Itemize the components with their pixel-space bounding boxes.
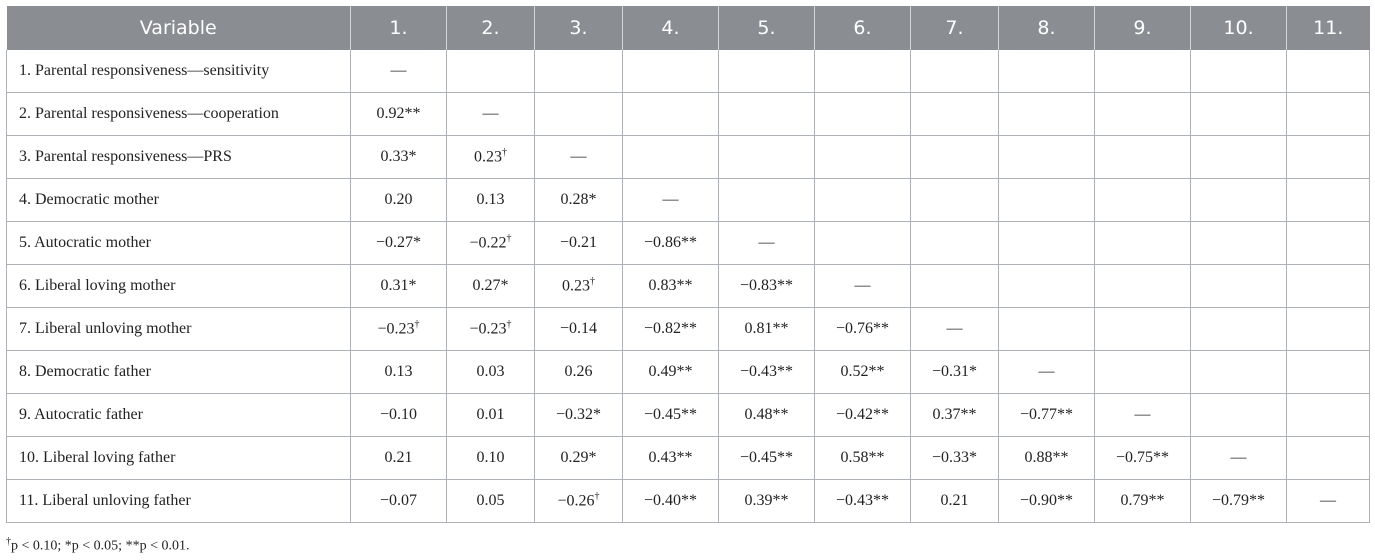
column-header-2: 2. [447,6,535,50]
column-header-5: 5. [719,6,815,50]
table-cell [911,136,999,179]
table-cell [815,222,911,265]
table-cell [623,136,719,179]
table-row [7,351,1370,394]
table-cell [1095,308,1191,351]
table-cell: −0.22† [447,222,535,265]
table-cell [999,50,1095,93]
table-cell: 0.10 [447,437,535,480]
table-cell: — [1287,480,1370,523]
table-cell [1191,265,1287,308]
table-cell: −0.32* [535,394,623,437]
column-header-8: 8. [999,6,1095,50]
table-cell [1191,136,1287,179]
table-cell: — [1095,394,1191,437]
table-cell: −0.77** [999,394,1095,437]
table-cell [911,179,999,222]
table-cell: 0.05 [447,480,535,523]
table-cell [1095,93,1191,136]
table-cell [1191,394,1287,437]
table-cell: 0.23† [535,265,623,308]
table-cell [999,179,1095,222]
table-cell [999,308,1095,351]
table-row [7,437,1370,480]
table-cell [1095,136,1191,179]
table-cell [1191,93,1287,136]
table-cell: 0.92** [351,93,447,136]
table-cell: −0.75** [1095,437,1191,480]
table-cell: 0.26 [535,351,623,394]
table-cell [1287,179,1370,222]
table-cell: 0.81** [719,308,815,351]
table-row [7,265,1370,308]
table-cell: −0.45** [719,437,815,480]
table-cell: −0.82** [623,308,719,351]
dagger-mark: † [6,536,11,547]
table-cell [1095,222,1191,265]
table-cell [1287,351,1370,394]
row-label: 4. Democratic mother [7,179,351,222]
table-cell: — [351,50,447,93]
table-cell: 0.31* [351,265,447,308]
column-header-4: 4. [623,6,719,50]
table-row [7,179,1370,222]
table-cell: 0.49** [623,351,719,394]
header-row [7,6,1370,50]
column-header-6: 6. [815,6,911,50]
table-cell: −0.40** [623,480,719,523]
table-cell: −0.23† [447,308,535,351]
table-cell [911,222,999,265]
table-cell: — [447,93,535,136]
table-cell [1287,394,1370,437]
row-label: 2. Parental responsiveness—cooperation [7,93,351,136]
table-cell: 0.39** [719,480,815,523]
table-cell [911,50,999,93]
table-cell: −0.79** [1191,480,1287,523]
table-cell [999,265,1095,308]
table-cell: −0.14 [535,308,623,351]
table-cell: 0.43** [623,437,719,480]
row-label: 8. Democratic father [7,351,351,394]
table-cell [535,93,623,136]
table-cell: 0.21 [351,437,447,480]
table-cell: 0.03 [447,351,535,394]
table-cell [999,136,1095,179]
table-cell: — [1191,437,1287,480]
table-cell [815,179,911,222]
table-cell [815,50,911,93]
column-header-1: 1. [351,6,447,50]
column-header-3: 3. [535,6,623,50]
column-header-9: 9. [1095,6,1191,50]
table-cell: −0.10 [351,394,447,437]
table-row [7,394,1370,437]
table-cell: — [719,222,815,265]
table-cell: 0.01 [447,394,535,437]
table-cell: −0.83** [719,265,815,308]
table-cell: 0.52** [815,351,911,394]
footnote-text: p < 0.10; *p < 0.05; **p < 0.01. [11,538,190,554]
table-cell: −0.21 [535,222,623,265]
footnote [6,536,189,555]
table-cell [815,136,911,179]
table-cell [1191,308,1287,351]
table-cell: −0.07 [351,480,447,523]
table-cell: 0.88** [999,437,1095,480]
table-cell [999,222,1095,265]
table-cell: 0.28* [535,179,623,222]
table-cell: — [815,265,911,308]
table-cell: −0.33* [911,437,999,480]
table-cell: −0.86** [623,222,719,265]
row-label: 10. Liberal loving father [7,437,351,480]
table-cell: 0.33* [351,136,447,179]
table-cell [1191,50,1287,93]
table-cell [1191,179,1287,222]
correlation-table [6,6,1370,523]
row-label: 9. Autocratic father [7,394,351,437]
table-cell [1095,179,1191,222]
table-cell [1287,308,1370,351]
table-cell: — [911,308,999,351]
table-cell [1287,136,1370,179]
table-cell [623,50,719,93]
table-cell: −0.26† [535,480,623,523]
table-row [7,222,1370,265]
table-cell [999,93,1095,136]
table-row [7,308,1370,351]
table-cell: −0.42** [815,394,911,437]
table-cell [1287,93,1370,136]
table-cell: 0.27* [447,265,535,308]
table-cell [535,50,623,93]
table-cell: 0.13 [351,351,447,394]
table-cell: — [999,351,1095,394]
table-cell: 0.29* [535,437,623,480]
table-cell: 0.83** [623,265,719,308]
table-row [7,136,1370,179]
table-cell [447,50,535,93]
table-row [7,480,1370,523]
row-label: 1. Parental responsiveness—sensitivity [7,50,351,93]
table-cell [719,93,815,136]
table-cell [1287,222,1370,265]
table-cell: 0.58** [815,437,911,480]
table-cell [1095,265,1191,308]
row-label: 5. Autocratic mother [7,222,351,265]
row-label: 6. Liberal loving mother [7,265,351,308]
table-cell: 0.48** [719,394,815,437]
row-label: 11. Liberal unloving father [7,480,351,523]
table-row [7,50,1370,93]
row-label: 7. Liberal unloving mother [7,308,351,351]
table-cell: −0.27* [351,222,447,265]
table-cell [1191,222,1287,265]
table-cell: −0.45** [623,394,719,437]
table-cell: −0.90** [999,480,1095,523]
table-cell [1191,351,1287,394]
column-header-variable: Variable [7,6,351,50]
table-cell: 0.79** [1095,480,1191,523]
table-cell: 0.20 [351,179,447,222]
table-cell [911,93,999,136]
table-cell: −0.31* [911,351,999,394]
table-cell: −0.43** [719,351,815,394]
table-cell [815,93,911,136]
table-cell [623,93,719,136]
table-cell [1287,437,1370,480]
table-cell [1095,50,1191,93]
row-label: 3. Parental responsiveness—PRS [7,136,351,179]
table-cell: −0.76** [815,308,911,351]
table-cell: 0.37** [911,394,999,437]
table-cell: −0.43** [815,480,911,523]
column-header-7: 7. [911,6,999,50]
column-header-11: 11. [1287,6,1370,50]
table-cell: 0.23† [447,136,535,179]
table-cell: — [535,136,623,179]
table-cell: 0.13 [447,179,535,222]
table-row [7,93,1370,136]
table-cell [719,136,815,179]
table-cell [1287,265,1370,308]
table-cell [911,265,999,308]
table-cell: 0.21 [911,480,999,523]
column-header-10: 10. [1191,6,1287,50]
table-cell: −0.23† [351,308,447,351]
table-cell [719,50,815,93]
table-cell: — [623,179,719,222]
table-cell [719,179,815,222]
table-body [7,50,1370,523]
table-cell [1287,50,1370,93]
table-cell [1095,351,1191,394]
